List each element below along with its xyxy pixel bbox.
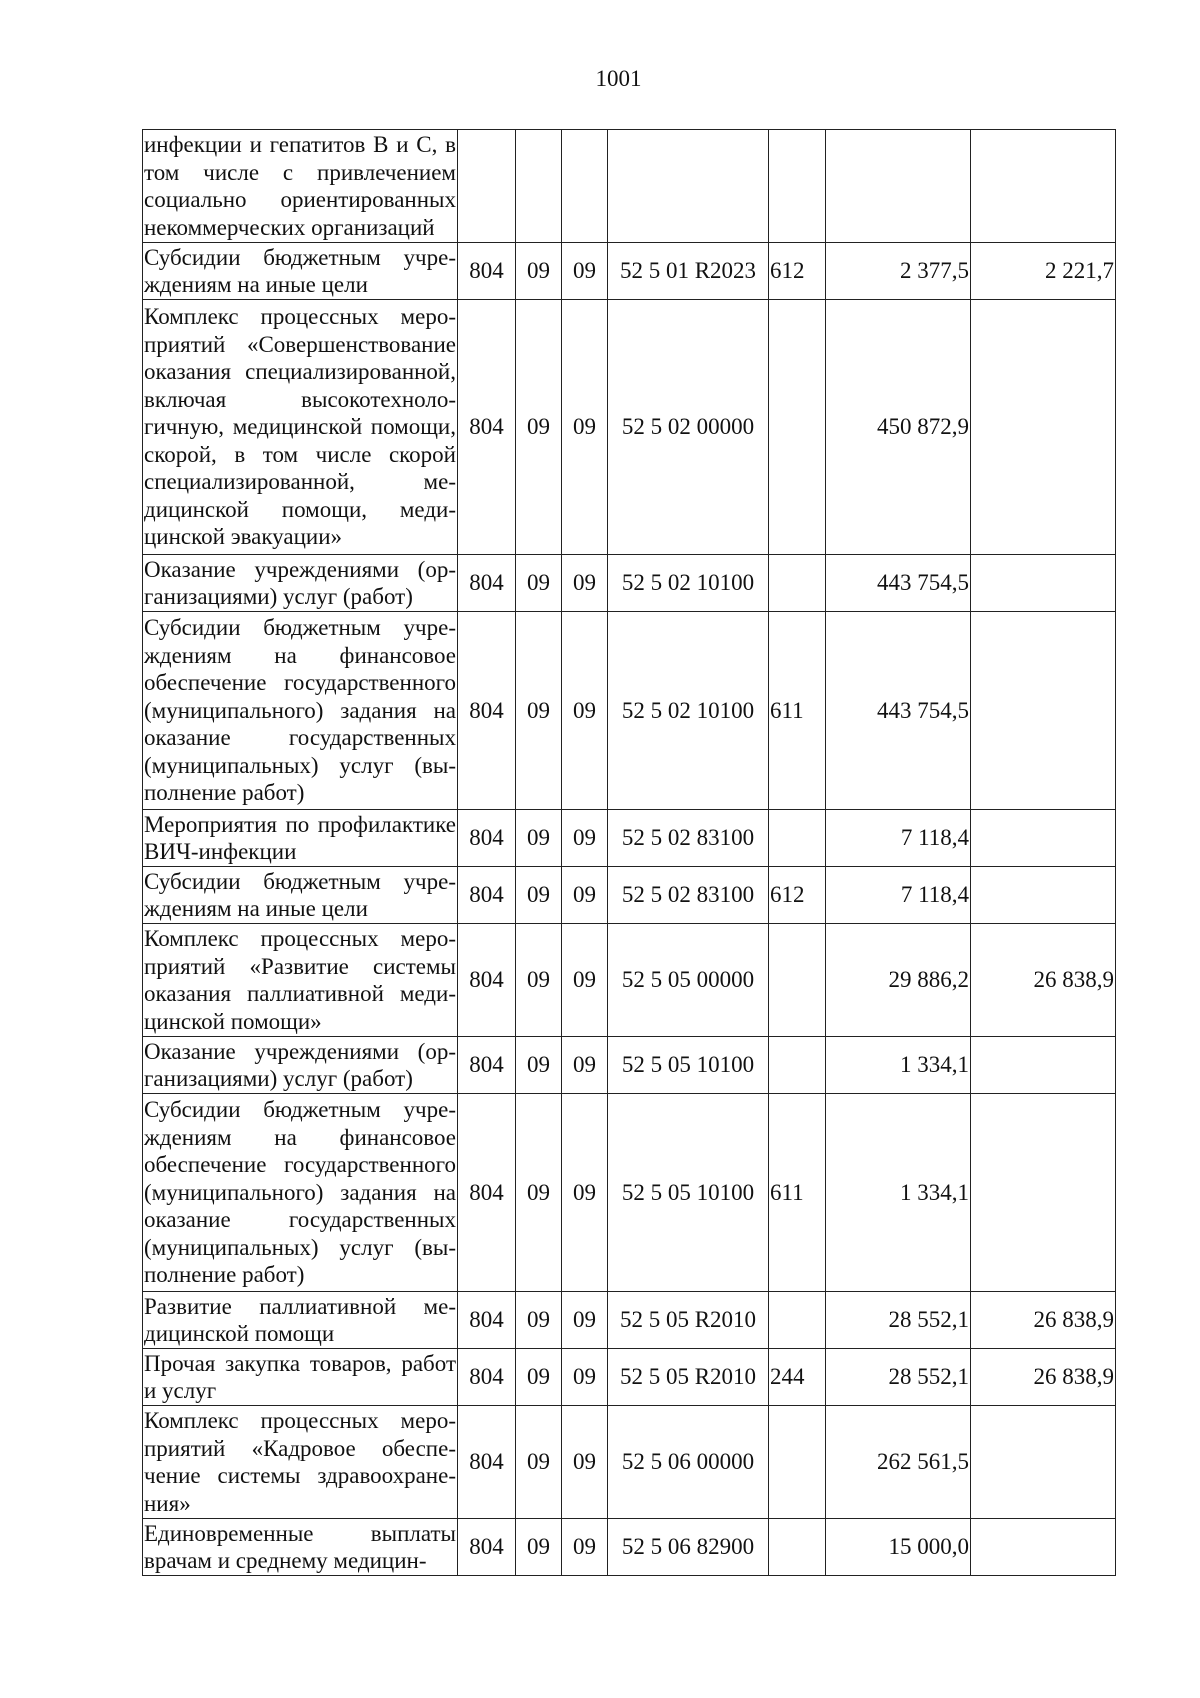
target-article-code: 52 5 06 82900 [608, 1519, 769, 1576]
ministry-code: 804 [458, 612, 516, 810]
table-row [143, 130, 1116, 243]
section-code: 09 [516, 1292, 562, 1349]
amount-2 [971, 867, 1116, 924]
expense-type-code: 612 [769, 867, 826, 924]
table-row [143, 1349, 1116, 1406]
section-code [516, 130, 562, 243]
table-row [143, 1094, 1116, 1292]
ministry-code: 804 [458, 924, 516, 1037]
table-row [143, 810, 1116, 867]
row-description: Субсидии бюджетным учреждениям на иные цели [143, 867, 458, 924]
table-row [143, 243, 1116, 300]
amount-1: 28 552,1 [826, 1292, 971, 1349]
ministry-code: 804 [458, 1349, 516, 1406]
amount-2: 26 838,9 [971, 924, 1116, 1037]
table-row [143, 867, 1116, 924]
row-description: Мероприятия по профилактике ВИЧ-инфекции [143, 810, 458, 867]
subsection-code: 09 [562, 1292, 608, 1349]
table-row [143, 300, 1116, 555]
row-description: Оказание учреждениями (организациями) услуг (работ) [143, 555, 458, 612]
expense-type-code: 612 [769, 243, 826, 300]
amount-1: 1 334,1 [826, 1094, 971, 1292]
amount-2 [971, 1037, 1116, 1094]
row-description: Субсидии бюджетным учреждениям на финансовое обеспечение государственного (муниципального) задания на оказание государственных (муниципальных) услуг (выполнение работ) [143, 1094, 458, 1292]
target-article-code: 52 5 02 83100 [608, 867, 769, 924]
section-code: 09 [516, 1519, 562, 1576]
ministry-code: 804 [458, 243, 516, 300]
target-article-code: 52 5 02 10100 [608, 555, 769, 612]
amount-1: 262 561,5 [826, 1406, 971, 1519]
subsection-code: 09 [562, 1349, 608, 1406]
subsection-code: 09 [562, 1519, 608, 1576]
section-code: 09 [516, 243, 562, 300]
expense-type-code [769, 1037, 826, 1094]
row-description: Субсидии бюджетным учреждениям на иные цели [143, 243, 458, 300]
expense-type-code [769, 555, 826, 612]
amount-2 [971, 1406, 1116, 1519]
amount-1: 15 000,0 [826, 1519, 971, 1576]
amount-1: 450 872,9 [826, 300, 971, 555]
amount-1: 7 118,4 [826, 867, 971, 924]
row-description: Комплекс процессных мероприятий «Развитие системы оказания паллиативной медицинской помощи» [143, 924, 458, 1037]
row-description: Комплекс процессных мероприятий «Совершенствование оказания специализированной, включая высокотехнологичную, медицинской помощи, скорой, в том числе скорой специализированной, медицинской помощи, медицинской эвакуации» [143, 300, 458, 555]
table-row [143, 924, 1116, 1037]
row-description: Прочая закупка товаров, работ и услуг [143, 1349, 458, 1406]
target-article-code: 52 5 02 83100 [608, 810, 769, 867]
budget-table [142, 129, 1116, 1576]
amount-1: 29 886,2 [826, 924, 971, 1037]
amount-2 [971, 555, 1116, 612]
amount-2 [971, 130, 1116, 243]
table-row [143, 612, 1116, 810]
target-article-code: 52 5 05 R2010 [608, 1292, 769, 1349]
section-code: 09 [516, 300, 562, 555]
amount-2: 26 838,9 [971, 1292, 1116, 1349]
ministry-code: 804 [458, 1094, 516, 1292]
section-code: 09 [516, 1349, 562, 1406]
amount-2 [971, 1094, 1116, 1292]
section-code: 09 [516, 810, 562, 867]
table-row [143, 1519, 1116, 1576]
ministry-code: 804 [458, 810, 516, 867]
section-code: 09 [516, 1037, 562, 1094]
section-code: 09 [516, 1406, 562, 1519]
amount-1: 443 754,5 [826, 555, 971, 612]
target-article-code: 52 5 05 00000 [608, 924, 769, 1037]
expense-type-code: 244 [769, 1349, 826, 1406]
ministry-code: 804 [458, 1406, 516, 1519]
amount-1: 28 552,1 [826, 1349, 971, 1406]
page-number: 1001 [595, 66, 642, 91]
amount-2: 2 221,7 [971, 243, 1116, 300]
amount-2 [971, 1519, 1116, 1576]
amount-1: 1 334,1 [826, 1037, 971, 1094]
section-code: 09 [516, 867, 562, 924]
subsection-code: 09 [562, 867, 608, 924]
expense-type-code: 611 [769, 612, 826, 810]
table-row [143, 1037, 1116, 1094]
row-description: Развитие паллиативной медицинской помощи [143, 1292, 458, 1349]
row-description: инфекции и гепатитов В и С, в том числе с привлечением социально ориентированных некоммерческих организаций [143, 130, 458, 243]
row-description: Оказание учреждениями (организациями) услуг (работ) [143, 1037, 458, 1094]
expense-type-code [769, 300, 826, 555]
section-code: 09 [516, 555, 562, 612]
target-article-code: 52 5 05 10100 [608, 1037, 769, 1094]
row-description: Субсидии бюджетным учреждениям на финансовое обеспечение государственного (муниципального) задания на оказание государственных (муниципальных) услуг (выполнение работ) [143, 612, 458, 810]
row-description: Комплекс процессных мероприятий «Кадровое обеспечение системы здравоохранения» [143, 1406, 458, 1519]
ministry-code: 804 [458, 555, 516, 612]
target-article-code: 52 5 06 00000 [608, 1406, 769, 1519]
ministry-code: 804 [458, 1037, 516, 1094]
expense-type-code [769, 924, 826, 1037]
target-article-code: 52 5 02 00000 [608, 300, 769, 555]
section-code: 09 [516, 612, 562, 810]
subsection-code: 09 [562, 810, 608, 867]
ministry-code: 804 [458, 1519, 516, 1576]
subsection-code: 09 [562, 1406, 608, 1519]
target-article-code: 52 5 01 R2023 [608, 243, 769, 300]
expense-type-code [769, 810, 826, 867]
ministry-code: 804 [458, 867, 516, 924]
table-row [143, 1292, 1116, 1349]
row-description: Единовременные выплаты врачам и среднему медицин- [143, 1519, 458, 1576]
ministry-code: 804 [458, 300, 516, 555]
expense-type-code [769, 130, 826, 243]
amount-1: 443 754,5 [826, 612, 971, 810]
subsection-code: 09 [562, 1094, 608, 1292]
subsection-code: 09 [562, 1037, 608, 1094]
section-code: 09 [516, 924, 562, 1037]
amount-2 [971, 612, 1116, 810]
section-code: 09 [516, 1094, 562, 1292]
subsection-code: 09 [562, 555, 608, 612]
subsection-code: 09 [562, 924, 608, 1037]
subsection-code: 09 [562, 612, 608, 810]
expense-type-code: 611 [769, 1094, 826, 1292]
amount-2 [971, 300, 1116, 555]
amount-1: 7 118,4 [826, 810, 971, 867]
subsection-code: 09 [562, 300, 608, 555]
table-row [143, 1406, 1116, 1519]
target-article-code: 52 5 05 R2010 [608, 1349, 769, 1406]
expense-type-code [769, 1406, 826, 1519]
subsection-code: 09 [562, 243, 608, 300]
target-article-code: 52 5 02 10100 [608, 612, 769, 810]
subsection-code [562, 130, 608, 243]
expense-type-code [769, 1519, 826, 1576]
amount-2 [971, 810, 1116, 867]
target-article-code [608, 130, 769, 243]
expense-type-code [769, 1292, 826, 1349]
table-row [143, 555, 1116, 612]
target-article-code: 52 5 05 10100 [608, 1094, 769, 1292]
ministry-code: 804 [458, 1292, 516, 1349]
amount-1: 2 377,5 [826, 243, 971, 300]
amount-1 [826, 130, 971, 243]
ministry-code [458, 130, 516, 243]
amount-2: 26 838,9 [971, 1349, 1116, 1406]
